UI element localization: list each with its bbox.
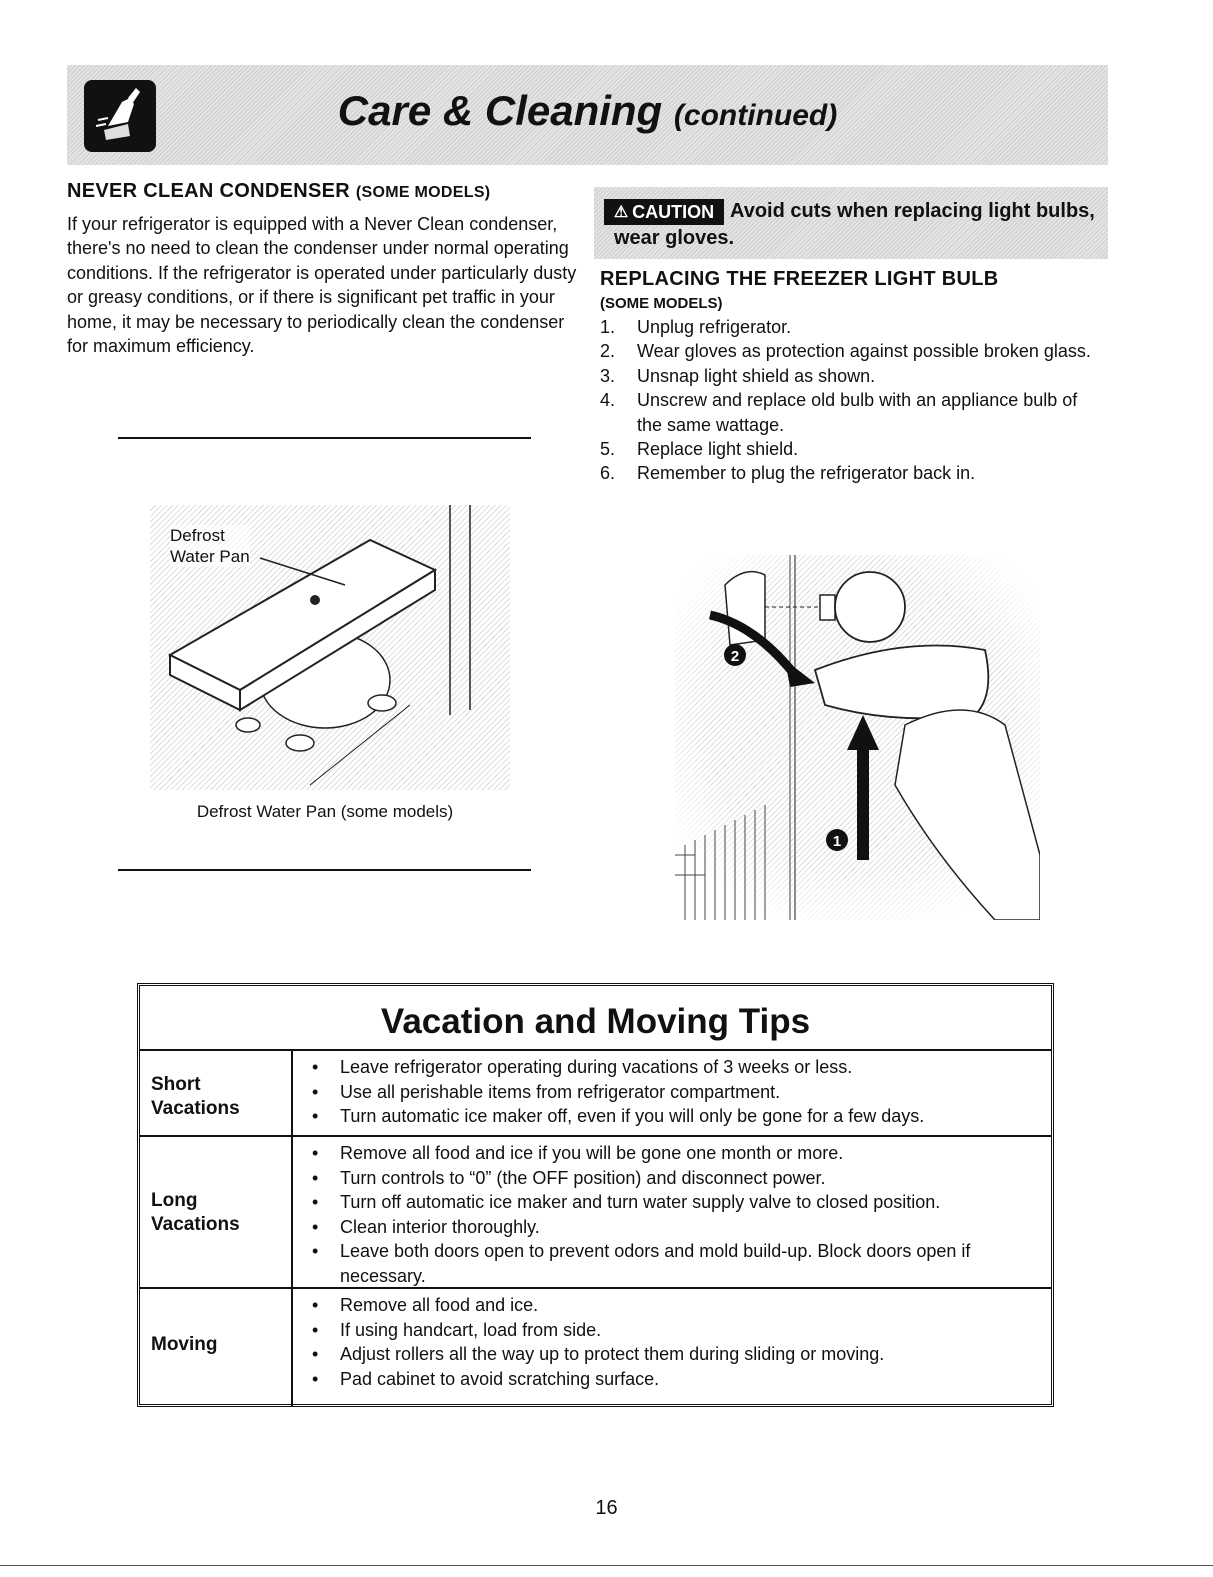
- list-item: • Turn off automatic ice maker and turn water supply valve to closed position.: [310, 1190, 1041, 1215]
- svg-text:1: 1: [832, 833, 842, 850]
- list-item: • Remove all food and ice.: [310, 1293, 1041, 1318]
- list-item: • Turn automatic ice maker off, even if you will only be gone for a few days.: [310, 1104, 1041, 1129]
- step-number: 3.: [600, 365, 616, 386]
- step-item: [600, 364, 1105, 388]
- step-text: Wear gloves as protection against possible broken glass.: [637, 341, 1091, 362]
- section-divider-top: [118, 437, 531, 439]
- list-item: • Turn controls to “0” (the OFF position) and disconnect power.: [310, 1166, 1041, 1191]
- tips-row-label-line1: Short: [151, 1074, 201, 1095]
- page-title: [67, 87, 1108, 135]
- list-item: • Pad cabinet to avoid scratching surface.: [310, 1367, 1041, 1392]
- page-header-banner: [67, 65, 1108, 165]
- tips-column-divider: [291, 1051, 293, 1137]
- list-item: • If using handcart, load from side.: [310, 1318, 1041, 1343]
- step-item: [600, 315, 1105, 339]
- never-clean-heading-note: (SOME MODELS): [355, 184, 491, 201]
- page-title-main: Care & Cleaning: [337, 87, 663, 134]
- defrost-water-pan-illustration: [150, 505, 510, 790]
- caution-badge: [604, 199, 724, 225]
- defrost-pan-label: [170, 525, 250, 567]
- never-clean-heading-text: NEVER CLEAN CONDENSER: [67, 180, 350, 202]
- tips-row-label-line2: Vacations: [151, 1214, 240, 1235]
- caution-text-line1: Avoid cuts when replacing light bulbs,: [730, 200, 1095, 222]
- step-item: [600, 339, 1105, 363]
- tips-row-label: [151, 1189, 240, 1237]
- light-bulb-heading: REPLACING THE FREEZER LIGHT BULB: [600, 268, 999, 290]
- caution-notice: [594, 187, 1108, 259]
- svg-text:2: 2: [730, 648, 740, 665]
- step-item: [600, 461, 1105, 485]
- tips-row-label-line1: Moving: [151, 1334, 218, 1355]
- tips-row-label-line1: Long: [151, 1190, 198, 1211]
- tips-row-items: [310, 1293, 1041, 1391]
- tips-row-moving: [140, 1287, 1051, 1406]
- page-number: 16: [595, 1497, 618, 1519]
- page-bottom-rule: [0, 1565, 1213, 1566]
- caution-badge-text: CAUTION: [632, 201, 715, 222]
- never-clean-heading: [67, 180, 577, 203]
- vacation-moving-tips-table: [137, 983, 1054, 1407]
- tips-row-label: [151, 1333, 218, 1357]
- step-number: 4.: [600, 390, 616, 411]
- list-item: • Adjust rollers all the way up to protect them during sliding or moving.: [310, 1342, 1041, 1367]
- tips-row-items: [310, 1141, 1041, 1288]
- tips-row-long-vacations: [140, 1135, 1051, 1289]
- list-item: • Remove all food and ice if you will be gone one month or more.: [310, 1141, 1041, 1166]
- defrost-pan-label-line1: Defrost: [170, 526, 225, 545]
- tips-column-divider: [291, 1137, 293, 1289]
- tips-row-label: [151, 1073, 240, 1121]
- list-item: • Leave refrigerator operating during vacations of 3 weeks or less.: [310, 1055, 1041, 1080]
- tips-title: Vacation and Moving Tips: [380, 1002, 811, 1041]
- step-number: 2.: [600, 341, 616, 362]
- warning-triangle-icon: ⚠: [613, 204, 629, 221]
- list-item: • Clean interior thoroughly.: [310, 1215, 1041, 1240]
- light-bulb-steps: [600, 315, 1105, 486]
- step-item: [600, 437, 1105, 461]
- step-text: Remember to plug the refrigerator back in.: [637, 463, 976, 484]
- step-text: Replace light shield.: [637, 439, 799, 460]
- step-text: Unplug refrigerator.: [637, 317, 792, 337]
- never-clean-body: If your refrigerator is equipped with a Never Clean condenser, there's no need to clean the condenser under normal operating conditions. If the refrigerator is operated under particularly dusty or greasy conditions, or if there is significant pet traffic in your home, it may be necessary to periodically clean the condenser for maximum efficiency.: [67, 214, 577, 357]
- caution-text-line2: wear gloves.: [614, 227, 735, 249]
- page-title-continued: (continued): [673, 99, 838, 132]
- step-number: 6.: [600, 463, 616, 484]
- tips-row-label-line2: Vacations: [151, 1098, 240, 1119]
- step-number: 1.: [600, 317, 616, 337]
- tips-row-items: [310, 1055, 1041, 1129]
- defrost-pan-label-line2: Water Pan: [170, 547, 250, 566]
- list-item: • Use all perishable items from refrigerator compartment.: [310, 1080, 1041, 1105]
- tips-row-short-vacations: [140, 1049, 1051, 1137]
- light-bulb-section: [600, 268, 1105, 486]
- tips-column-divider: [291, 1289, 293, 1406]
- step-text: Unsnap light shield as shown.: [637, 365, 876, 386]
- never-clean-section: [67, 180, 577, 358]
- light-bulb-subheading: (SOME MODELS): [600, 295, 723, 312]
- step-text: Unscrew and replace old bulb with an appliance bulb of the same wattage.: [637, 390, 1078, 435]
- light-bulb-illustration: [675, 555, 1040, 920]
- list-item: • Leave both doors open to prevent odors and mold build-up. Block doors open if necessary.: [310, 1239, 1041, 1288]
- step-number: 5.: [600, 439, 616, 460]
- defrost-pan-caption: Defrost Water Pan (some models): [196, 802, 454, 821]
- step-item: [600, 388, 1105, 437]
- section-divider-bottom: [118, 869, 531, 871]
